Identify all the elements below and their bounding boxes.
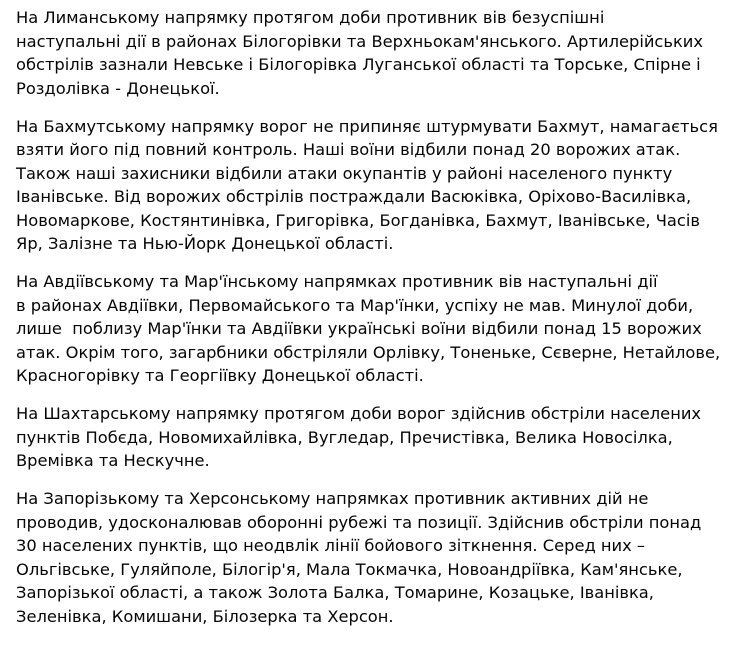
text-line: наступальні дії в районах Білогорівки та Верхньокам'янського. Артилерійських [16,31,704,51]
text-line: Іванівське. Від ворожих обстрілів постраждали Васюківка, Оріхово-Василівка, [16,187,692,206]
text-line: Ольгівське, Гуляйполе, Білогір'я, Мала Токмачка, Новоандріївка, Кам'янське, [16,559,683,579]
text-line: Времівка та Нескучне. [16,451,210,470]
paragraph-shakhtarsk [16,402,726,473]
text-line: На Бахмутському напрямку ворог не припиняє штурмувати Бахмут, намагається [16,116,718,136]
text-line: Новомаркове, Костянтинівка, Григорівка, Богданівка, Бахмут, Іванівське, Часів [16,210,700,230]
text-line: пунктів Побєда, Новомихайлівка, Вугледар, Пречистівка, Велика Новосілка, [16,427,673,447]
paragraph-zaporizhzhia-kherson [16,487,726,628]
text-line: Також наші захисники відбили атаки окупантів у районі населеного пункту [16,163,673,183]
text-line: Яр, Залізне та Нью-Йорк Донецької області. [16,234,394,253]
text-line: На Запорізькому та Херсонському напрямках противник активних дій не [16,489,649,508]
text-line: лише поблизу Мар'їнки та Авдіївки українські воїни відбили понад 15 ворожих [16,319,702,338]
text-line: Красногорівку та Георгіївку Донецької області. [16,366,424,385]
text-line: обстрілів зазнали Невське і Білогорівка Луганської області та Торське, Спірне і [16,55,701,74]
post-text [16,6,726,643]
text-line: 30 населених пунктів, що неодвлік лінії бойового зіткнення. Серед них – [16,536,646,555]
text-line: Запорізької області, а також Золота Балка, Томарине, Козацьке, Іванівка, [16,583,654,602]
text-line: Зеленівка, Комишани, Білозерка та Херсон. [16,606,394,626]
paragraph-lyman [16,6,726,100]
text-line: На Лиманському напрямку протягом доби противник вів безуспішні [16,8,605,27]
text-line: На Шахтарському напрямку протягом доби ворог здійснив обстріли населених [16,404,702,423]
text-line: взяти його під повний контроль. Наші воїни відбили понад 20 ворожих атак. [16,140,681,159]
paragraph-avdiivka [16,270,726,388]
text-line: в районах Авдіївки, Первомайського та Мар'їнки, успіху не мав. Минулої доби, [16,295,694,315]
text-line: проводив, удосконалював оборонні рубежі та позиції. Здійснив обстріли понад [16,512,702,532]
paragraph-bakhmut [16,115,726,256]
text-line: Роздолівка - Донецької. [16,78,220,98]
text-line: На Авдіївському та Мар'їнському напрямках противник вів наступальні дії [16,272,658,291]
text-line: атак. Окрім того, загарбники обстріляли Орлівку, Тоненьке, Сєверне, Нетайлове, [16,342,721,362]
